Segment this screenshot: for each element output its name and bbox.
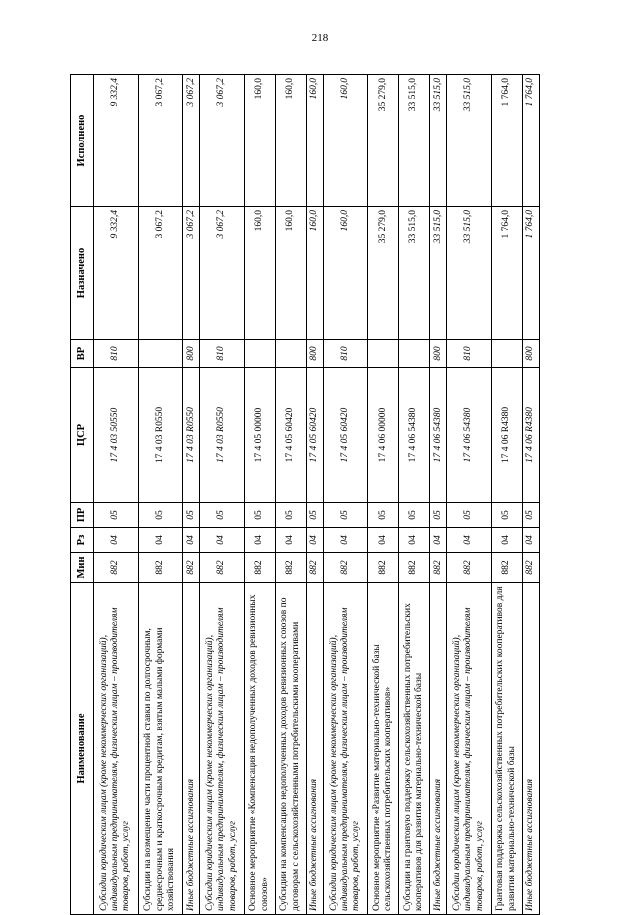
cell-min: 882 xyxy=(275,553,306,583)
cell-vr xyxy=(368,340,399,368)
cell-assigned: 1 764,0 xyxy=(491,207,522,340)
cell-rz: 04 xyxy=(200,528,245,553)
budget-table xyxy=(70,74,540,915)
cell-rz: 04 xyxy=(399,528,430,553)
cell-pr: 05 xyxy=(183,503,200,528)
cell-executed: 33 515,0 xyxy=(447,75,492,207)
header-executed: Исполнено xyxy=(71,75,94,207)
cell-csr: 17 4 05 60420 xyxy=(323,368,368,503)
cell-assigned: 9 332,4 xyxy=(94,207,139,340)
cell-assigned: 3 067,2 xyxy=(200,207,245,340)
cell-pr: 05 xyxy=(430,503,447,528)
cell-pr: 05 xyxy=(368,503,399,528)
cell-vr xyxy=(244,340,275,368)
table-row xyxy=(244,75,275,915)
cell-assigned: 1 764,0 xyxy=(522,207,539,340)
cell-vr: 810 xyxy=(447,340,492,368)
table-header-row xyxy=(71,75,94,915)
cell-min: 882 xyxy=(306,553,323,583)
cell-vr xyxy=(138,340,183,368)
header-pr: ПР xyxy=(71,503,94,528)
cell-csr: 17 4 03 R0550 xyxy=(138,368,183,503)
cell-rz: 04 xyxy=(275,528,306,553)
cell-vr: 800 xyxy=(430,340,447,368)
cell-name: Субсидии юридическим лицам (кроме некоммерческих организаций), индивидуальным предпринимателям, физическим лицам – производителям товаров, работ, услуг xyxy=(323,583,368,915)
cell-vr: 800 xyxy=(522,340,539,368)
cell-vr xyxy=(275,340,306,368)
cell-min: 882 xyxy=(447,553,492,583)
cell-name: Субсидии на грантовую поддержку сельскохозяйственных потребительских кооперативов для развития материально-технической базы xyxy=(399,583,430,915)
cell-executed: 9 332,4 xyxy=(94,75,139,207)
cell-min: 882 xyxy=(399,553,430,583)
header-min: Мин xyxy=(71,553,94,583)
cell-rz: 04 xyxy=(306,528,323,553)
cell-assigned: 3 067,2 xyxy=(138,207,183,340)
cell-pr: 05 xyxy=(200,503,245,528)
cell-min: 882 xyxy=(244,553,275,583)
cell-name: Иные бюджетные ассигнования xyxy=(306,583,323,915)
cell-rz: 04 xyxy=(430,528,447,553)
cell-pr: 05 xyxy=(399,503,430,528)
cell-executed: 3 067,2 xyxy=(200,75,245,207)
cell-executed: 3 067,2 xyxy=(138,75,183,207)
cell-pr: 05 xyxy=(94,503,139,528)
cell-vr: 810 xyxy=(200,340,245,368)
cell-min: 882 xyxy=(138,553,183,583)
cell-name: Иные бюджетные ассигнования xyxy=(430,583,447,915)
cell-name: Субсидии на компенсацию недополученных доходов ревизионных союзов по договорам с сельскохозяйственными потребительскими кооперативами xyxy=(275,583,306,915)
cell-assigned: 160,0 xyxy=(306,207,323,340)
cell-min: 882 xyxy=(323,553,368,583)
cell-csr: 17 4 05 60420 xyxy=(275,368,306,503)
cell-csr: 17 4 06 R4380 xyxy=(522,368,539,503)
cell-pr: 05 xyxy=(522,503,539,528)
cell-vr: 810 xyxy=(94,340,139,368)
table-row xyxy=(200,75,245,915)
cell-name: Основное мероприятие «Компенсация недополученных доходов ревизионных союзов» xyxy=(244,583,275,915)
cell-vr xyxy=(399,340,430,368)
cell-csr: 17 4 06 54380 xyxy=(430,368,447,503)
cell-csr: 17 4 06 00000 xyxy=(368,368,399,503)
cell-executed: 1 764,0 xyxy=(522,75,539,207)
table-row xyxy=(94,75,139,915)
cell-name: Иные бюджетные ассигнования xyxy=(522,583,539,915)
header-name: Наименование xyxy=(71,583,94,915)
cell-assigned: 35 279,0 xyxy=(368,207,399,340)
cell-name: Субсидии юридическим лицам (кроме некоммерческих организаций), индивидуальным предпринимателям, физическим лицам – производителям товаров, работ, услуг xyxy=(447,583,492,915)
cell-rz: 04 xyxy=(491,528,522,553)
cell-rz: 04 xyxy=(94,528,139,553)
cell-rz: 04 xyxy=(368,528,399,553)
cell-pr: 05 xyxy=(275,503,306,528)
cell-executed: 160,0 xyxy=(323,75,368,207)
table-row xyxy=(491,75,522,915)
cell-assigned: 160,0 xyxy=(244,207,275,340)
table-row xyxy=(447,75,492,915)
table-row xyxy=(138,75,183,915)
cell-assigned: 160,0 xyxy=(275,207,306,340)
cell-csr: 17 4 06 54380 xyxy=(399,368,430,503)
cell-assigned: 3 067,2 xyxy=(183,207,200,340)
cell-executed: 33 515,0 xyxy=(399,75,430,207)
cell-csr: 17 4 05 00000 xyxy=(244,368,275,503)
cell-assigned: 33 515,0 xyxy=(399,207,430,340)
cell-assigned: 33 515,0 xyxy=(447,207,492,340)
cell-min: 882 xyxy=(183,553,200,583)
header-assigned: Назначено xyxy=(71,207,94,340)
cell-executed: 160,0 xyxy=(306,75,323,207)
cell-csr: 17 4 05 60420 xyxy=(306,368,323,503)
cell-csr: 17 4 06 R4380 xyxy=(491,368,522,503)
cell-min: 882 xyxy=(94,553,139,583)
table-body xyxy=(94,75,540,915)
cell-min: 882 xyxy=(491,553,522,583)
cell-pr: 05 xyxy=(244,503,275,528)
table-row xyxy=(368,75,399,915)
cell-rz: 04 xyxy=(522,528,539,553)
header-rz: Рз xyxy=(71,528,94,553)
cell-executed: 33 515,0 xyxy=(430,75,447,207)
cell-csr: 17 4 03 R0550 xyxy=(183,368,200,503)
cell-pr: 05 xyxy=(323,503,368,528)
cell-csr: 17 4 03 50550 xyxy=(94,368,139,503)
table-row xyxy=(183,75,200,915)
cell-min: 882 xyxy=(522,553,539,583)
cell-name: Субсидии юридическим лицам (кроме некоммерческих организаций), индивидуальным предпринимателям, физическим лицам – производителям товаров, работ, услуг xyxy=(200,583,245,915)
cell-executed: 35 279,0 xyxy=(368,75,399,207)
cell-executed: 160,0 xyxy=(275,75,306,207)
table-row xyxy=(306,75,323,915)
table-row xyxy=(323,75,368,915)
cell-csr: 17 4 06 54380 xyxy=(447,368,492,503)
cell-rz: 04 xyxy=(138,528,183,553)
cell-pr: 05 xyxy=(138,503,183,528)
cell-csr: 17 4 03 R0550 xyxy=(200,368,245,503)
cell-name: Субсидии на возмещение части процентной ставки по долгосрочным, среднесрочным и краткосрочным кредитам, взятым малыми формами хозяйствования xyxy=(138,583,183,915)
cell-vr: 800 xyxy=(306,340,323,368)
table-row xyxy=(430,75,447,915)
cell-vr: 800 xyxy=(183,340,200,368)
cell-name: Основное мероприятие «Развитие материально-технической базы сельскохозяйственных потребительских кооперативов» xyxy=(368,583,399,915)
cell-min: 882 xyxy=(200,553,245,583)
cell-min: 882 xyxy=(430,553,447,583)
cell-name: Субсидии юридическим лицам (кроме некоммерческих организаций), индивидуальным предпринимателям, физическим лицам – производителям товаров, работ, услуг xyxy=(94,583,139,915)
cell-min: 882 xyxy=(368,553,399,583)
cell-name: Иные бюджетные ассигнования xyxy=(183,583,200,915)
table-row xyxy=(522,75,539,915)
rotated-table-container xyxy=(70,75,540,915)
cell-executed: 3 067,2 xyxy=(183,75,200,207)
cell-vr: 810 xyxy=(323,340,368,368)
table-row xyxy=(399,75,430,915)
cell-assigned: 33 515,0 xyxy=(430,207,447,340)
table-row xyxy=(275,75,306,915)
cell-executed: 1 764,0 xyxy=(491,75,522,207)
cell-assigned: 160,0 xyxy=(323,207,368,340)
header-csr: ЦСР xyxy=(71,368,94,503)
cell-pr: 05 xyxy=(447,503,492,528)
cell-name: Грантовая поддержка сельскохозяйственных потребительских кооперативов для развития материально-технической базы xyxy=(491,583,522,915)
cell-executed: 160,0 xyxy=(244,75,275,207)
cell-rz: 04 xyxy=(244,528,275,553)
header-vr: ВР xyxy=(71,340,94,368)
cell-vr xyxy=(491,340,522,368)
page-number: 218 xyxy=(311,32,329,44)
cell-rz: 04 xyxy=(183,528,200,553)
cell-pr: 05 xyxy=(491,503,522,528)
cell-rz: 04 xyxy=(323,528,368,553)
cell-rz: 04 xyxy=(447,528,492,553)
cell-pr: 05 xyxy=(306,503,323,528)
